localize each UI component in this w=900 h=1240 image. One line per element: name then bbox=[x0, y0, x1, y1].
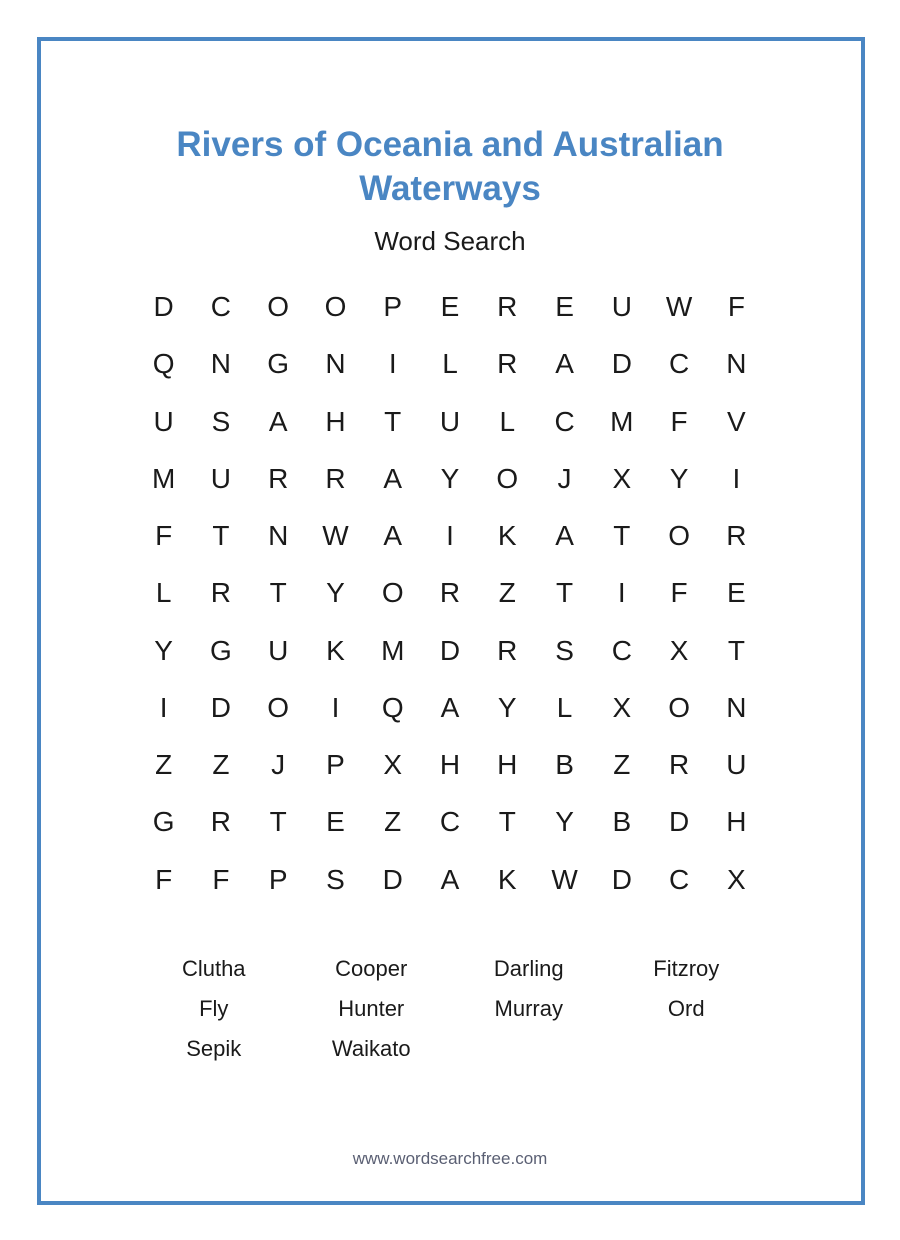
grid-cell: R bbox=[497, 634, 518, 666]
grid-cell: T bbox=[269, 806, 287, 838]
grid-cell: A bbox=[383, 462, 403, 494]
grid-cell: B bbox=[612, 806, 632, 838]
grid-cell: R bbox=[210, 806, 232, 838]
grid-cell: G bbox=[152, 806, 175, 838]
grid-cell: R bbox=[268, 462, 289, 494]
title-line-1: Rivers of Oceania and Australian bbox=[176, 125, 724, 164]
grid-cell: M bbox=[151, 462, 176, 494]
grid-cell: R bbox=[497, 291, 518, 322]
grid-cell: O bbox=[267, 291, 290, 322]
grid-cell: D bbox=[611, 348, 632, 380]
word-list-item: Fitzroy bbox=[653, 956, 720, 981]
grid-cell: E bbox=[727, 577, 746, 609]
grid-cell: C bbox=[668, 863, 690, 895]
grid-cell: F bbox=[155, 520, 173, 552]
grid-cell: O bbox=[267, 691, 290, 723]
puzzle-subtitle: Word Search bbox=[374, 226, 526, 256]
grid-cell: Y bbox=[326, 577, 345, 609]
grid-cell: R bbox=[439, 577, 461, 609]
word-list-item: Sepik bbox=[186, 1036, 242, 1061]
grid-cell: J bbox=[271, 749, 286, 781]
footer-url: www.wordsearchfree.com bbox=[352, 1149, 548, 1168]
grid-cell: O bbox=[668, 520, 690, 552]
grid-cell: M bbox=[381, 634, 405, 666]
grid-cell: N bbox=[268, 520, 289, 552]
grid-cell: Y bbox=[154, 634, 173, 666]
grid-cell: K bbox=[326, 634, 345, 666]
word-list-item: Waikato bbox=[331, 1036, 411, 1061]
grid-cell: O bbox=[668, 691, 690, 723]
grid-cell: N bbox=[210, 348, 232, 380]
word-list-item: Darling bbox=[493, 956, 564, 981]
grid-cell: T bbox=[212, 520, 230, 552]
grid-cell: L bbox=[499, 405, 516, 437]
grid-cell: K bbox=[497, 520, 517, 552]
grid-cell: D bbox=[382, 863, 403, 895]
grid-cell: P bbox=[268, 863, 288, 895]
grid-cell: Y bbox=[497, 691, 517, 723]
grid-cell: D bbox=[439, 634, 461, 666]
grid-cell: X bbox=[727, 863, 746, 895]
grid-cell: W bbox=[551, 863, 578, 895]
grid-cell: T bbox=[556, 577, 574, 609]
letter-grid bbox=[135, 278, 765, 908]
grid-cell: B bbox=[555, 749, 574, 781]
grid-cell: Z bbox=[613, 749, 631, 781]
grid-cell: X bbox=[383, 749, 403, 781]
grid-cell: A bbox=[440, 863, 460, 895]
grid-cell: A bbox=[555, 520, 574, 552]
grid-cell: F bbox=[727, 291, 745, 322]
grid-cell: U bbox=[210, 462, 232, 494]
grid-cell: S bbox=[326, 863, 345, 895]
grid-cell: H bbox=[325, 405, 346, 437]
grid-cell: T bbox=[498, 806, 516, 838]
word-list-item: Ord bbox=[667, 996, 705, 1021]
grid-cell: Z bbox=[384, 806, 402, 838]
grid-cell: C bbox=[439, 806, 461, 838]
word-list-item: Fly bbox=[199, 996, 229, 1021]
grid-cell: Z bbox=[498, 577, 516, 609]
grid-cell: D bbox=[668, 806, 690, 838]
grid-cell: A bbox=[440, 691, 460, 723]
grid-cell: Q bbox=[152, 348, 175, 380]
grid-cell: T bbox=[384, 405, 402, 437]
grid-cell: E bbox=[326, 806, 345, 838]
grid-cell: A bbox=[383, 520, 403, 552]
grid-cell: C bbox=[668, 348, 690, 380]
grid-cell: N bbox=[726, 691, 747, 723]
grid-cell: D bbox=[210, 691, 232, 723]
grid-cell: I bbox=[331, 691, 340, 723]
grid-cell: N bbox=[325, 348, 346, 380]
grid-cell: I bbox=[446, 520, 454, 552]
grid-cell: J bbox=[557, 462, 572, 494]
grid-cell: Q bbox=[381, 691, 404, 723]
grid-cell: D bbox=[611, 863, 632, 895]
puzzle-title bbox=[0, 123, 900, 211]
grid-cell: F bbox=[670, 577, 688, 609]
grid-cell: U bbox=[268, 634, 289, 666]
grid-cell: I bbox=[732, 462, 741, 494]
grid-cell: Z bbox=[212, 749, 230, 781]
grid-cell: L bbox=[556, 691, 573, 723]
grid-cell: T bbox=[727, 634, 745, 666]
word-list-item: Clutha bbox=[181, 956, 246, 981]
grid-cell: A bbox=[555, 348, 574, 380]
grid-cell: U bbox=[726, 749, 747, 781]
grid-cell: D bbox=[153, 291, 174, 322]
grid-cell: I bbox=[159, 691, 168, 723]
grid-cell: W bbox=[665, 291, 693, 322]
grid-cell: C bbox=[554, 405, 575, 437]
grid-cell: U bbox=[153, 405, 174, 437]
grid-cell: C bbox=[611, 634, 632, 666]
grid-cell: A bbox=[268, 405, 288, 437]
grid-cell: F bbox=[155, 863, 173, 895]
grid-cell: F bbox=[670, 405, 688, 437]
grid-cell: U bbox=[611, 291, 632, 322]
grid-cell: Y bbox=[555, 806, 574, 838]
grid-cell: M bbox=[610, 405, 634, 437]
grid-cell: P bbox=[383, 291, 403, 322]
grid-cell: O bbox=[381, 577, 404, 609]
grid-cell: R bbox=[210, 577, 232, 609]
grid-cell: I bbox=[388, 348, 397, 380]
grid-cell: E bbox=[555, 291, 574, 322]
grid-cell: Z bbox=[155, 749, 173, 781]
grid-cell: V bbox=[727, 405, 746, 437]
grid-cell: Y bbox=[440, 462, 460, 494]
grid-cell: T bbox=[613, 520, 631, 552]
grid-cell: I bbox=[617, 577, 626, 609]
grid-cell: E bbox=[440, 291, 460, 322]
grid-cell: W bbox=[322, 520, 349, 552]
grid-cell: S bbox=[555, 634, 574, 666]
grid-cell: X bbox=[612, 691, 632, 723]
grid-cell: L bbox=[155, 577, 172, 609]
grid-cell: R bbox=[668, 749, 690, 781]
grid-cell: H bbox=[497, 749, 518, 781]
grid-cell: G bbox=[210, 634, 232, 666]
word-list-item: Hunter bbox=[338, 996, 405, 1021]
grid-cell: P bbox=[326, 749, 345, 781]
grid-cell: F bbox=[212, 863, 230, 895]
grid-cell: L bbox=[442, 348, 458, 380]
title-line-2: Waterways bbox=[359, 169, 541, 208]
grid-cell: H bbox=[726, 806, 747, 838]
grid-cell: H bbox=[439, 749, 461, 781]
grid-cell: R bbox=[726, 520, 747, 552]
word-list-item: Cooper bbox=[335, 956, 408, 981]
grid-cell: K bbox=[497, 863, 517, 895]
grid-cell: S bbox=[211, 405, 231, 437]
grid-cell: C bbox=[210, 291, 232, 322]
grid-cell: N bbox=[726, 348, 747, 380]
grid-cell: Y bbox=[669, 462, 689, 494]
grid-cell: G bbox=[267, 348, 290, 380]
grid-cell: R bbox=[497, 348, 518, 380]
grid-cell: T bbox=[269, 577, 287, 609]
word-list-item: Murray bbox=[494, 996, 563, 1021]
grid-cell: U bbox=[439, 405, 461, 437]
grid-cell: X bbox=[612, 462, 632, 494]
grid-cell: O bbox=[496, 462, 519, 494]
grid-cell: R bbox=[325, 462, 346, 494]
grid-cell: X bbox=[669, 634, 689, 666]
grid-cell: O bbox=[324, 291, 347, 322]
